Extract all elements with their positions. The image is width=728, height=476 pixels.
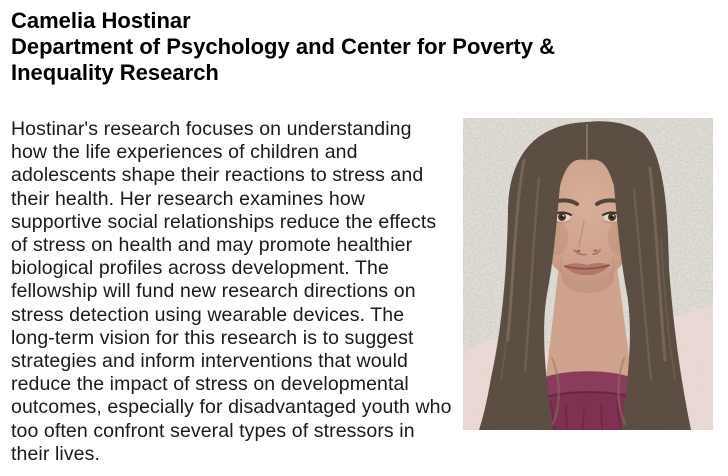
text-line: Inequality Research [11,60,219,85]
text-line: Camelia Hostinar [11,8,191,33]
text-line: how the life experiences of children and [11,141,358,164]
portrait-illustration [463,118,713,430]
text-line: long-term vision for this research is to suggest [11,326,414,349]
text-line: their lives. [11,442,100,465]
text-line: strategies and inform interventions that would [11,350,408,373]
photo-grain-overlay [463,118,713,430]
text-line: biological profiles across development. The [11,257,389,280]
text-line: Department of Psychology and Center for Poverty & [11,34,555,59]
text-line: of stress on health and may promote healthier [11,234,413,257]
text-line: reduce the impact of stress on developmental [11,373,409,396]
page-heading [0,0,728,86]
content-row [0,118,728,466]
text-line: outcomes, especially for disadvantaged youth who [11,396,452,419]
text-line: Hostinar's research focuses on understanding [11,118,412,140]
text-line: stress detection using wearable devices. The [11,303,405,326]
text-line: their health. Her research examines how [11,187,365,210]
portrait-photo [463,118,713,430]
text-line: fellowship will fund new research directions on [11,280,416,303]
bio-paragraph [11,118,451,466]
text-line: too often confront several types of stressors in [11,419,415,442]
text-line: supportive social relationships reduce the effects [11,210,437,233]
text-line: adolescents shape their reactions to stress and [11,164,424,187]
